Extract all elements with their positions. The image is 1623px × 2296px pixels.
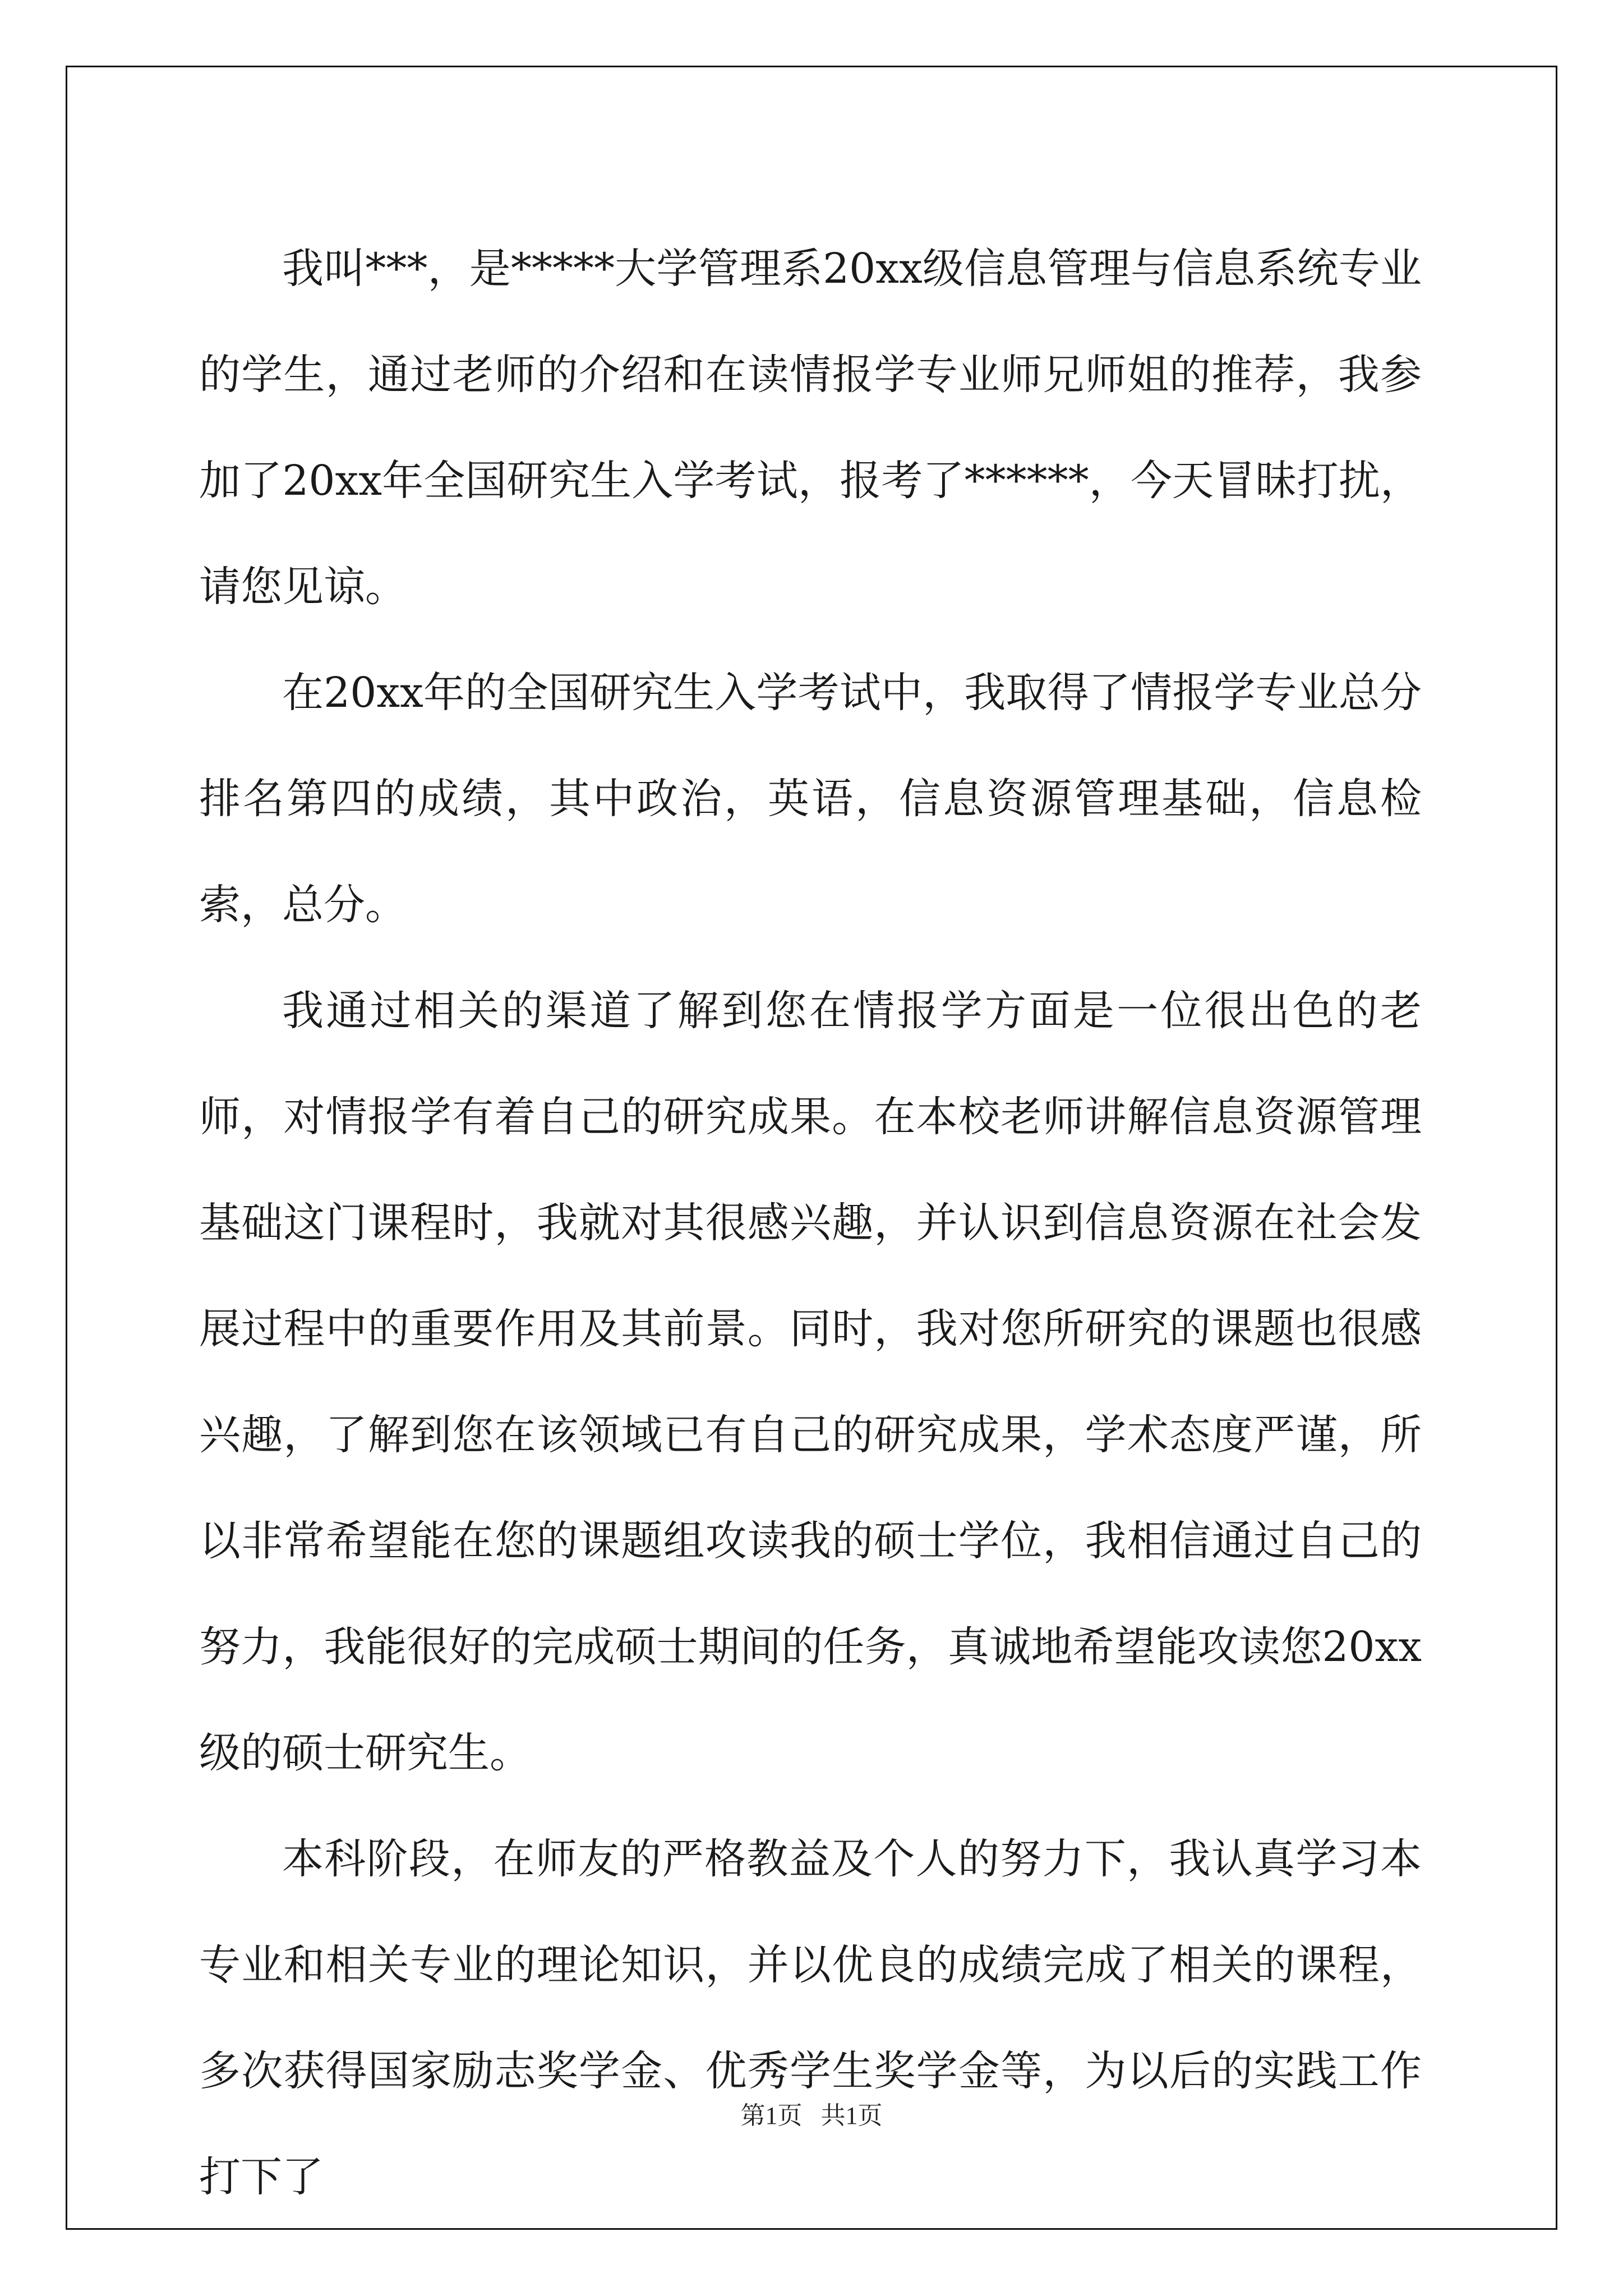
page-footer (0, 2099, 1623, 2133)
paragraph-3: 我通过相关的渠道了解到您在情报学方面是一位很出色的老师，对情报学有着自己的研究成果。在本校老师讲解信息资源管理基础这门课程时，我就对其很感兴趣，并认识到信息资源在社会发展过程中的重要作用及其前景。同时，我对您所研究的课题也很感兴趣，了解到您在该领域已有自己的研究成果，学术态度严谨，所以非常希望能在您的课题组攻读我的硕士学位，我相信通过自己的努力，我能很好的完成硕士期间的任务，真诚地希望能攻读您20xx级的硕士研究生。 (199, 987, 1422, 1777)
paragraph-1: 我叫***，是*****大学管理系20xx级信息管理与信息系统专业的学生，通过老师的介绍和在读情报学专业师兄师姐的推荐，我参加了20xx年全国研究生入学考试，报考了******，今天冒昧打扰，请您见谅。 (199, 245, 1422, 611)
paragraph-4: 本科阶段，在师友的严格教益及个人的努力下，我认真学习本专业和相关专业的理论知识，并以优良的成绩完成了相关的课程，多次获得国家励志奖学金、优秀学生奖学金等，为以后的实践工作打下了 (199, 1835, 1422, 2201)
page-total: 共1页 (820, 2102, 883, 2129)
document-body (199, 216, 1422, 2230)
page-number: 第1页 (740, 2102, 803, 2129)
footer-spacer (803, 2102, 821, 2129)
paragraph-2: 在20xx年的全国研究生入学考试中，我取得了情报学专业总分排名第四的成绩，其中政治，英语，信息资源管理基础，信息检索，总分。 (199, 669, 1422, 929)
